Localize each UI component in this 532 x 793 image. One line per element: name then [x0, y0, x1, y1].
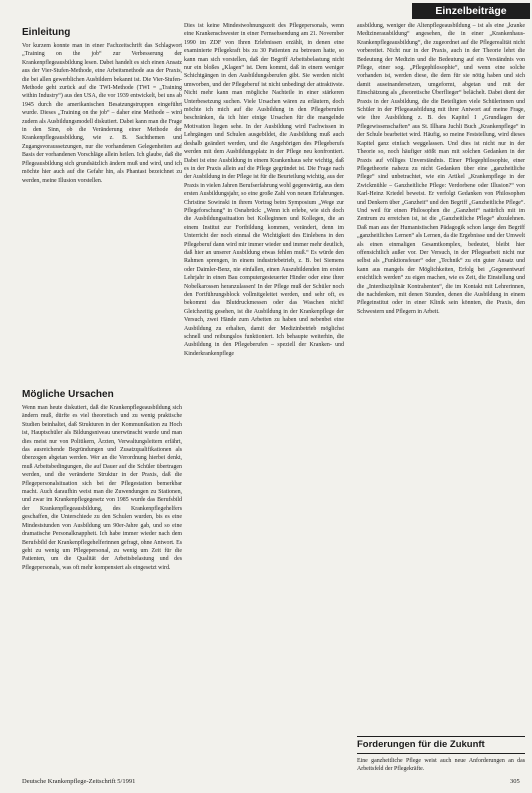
- heading-forderungen: Forderungen für die Zukunft: [357, 736, 525, 754]
- column-left: [22, 22, 182, 766]
- paragraph-einleitung: Vor kurzem konnte man in einer Fachzeitschrift das Schlagwort „Training on the job“ zur Verbesserung der Krankenpflegeausbildung lesen. Dabei handelt es sich einen Ansatz aus der Vier-Stufen-Methode, eine Arbeitsmethode aus der Praxis, die bei allen gewerblichen Ausbildern bekannt ist. Die Vier-Stufen-Methode geht zurück auf die TWI-Methode (TWI = „Training within Industry“) aus den USA, die vor 1939 entwickelt, bei uns ab 1945 durch die amerikanischen Besatzungstruppen eingeführt wurde. Dieses „Training on the job“ – daher eine Methode – wird zudem als Ausbildungsmodell diskutiert. Dabei kann man die Frage in den Sinn, ob die Veränderung einer Methode der Krankenpflegeausbildung, wie z. B. Sachthemen und Zugangsvoraussetzungen, nur die vorhandenen Gelegenheiten auf Basis der vorhandenen Vorschläge allein heilen. Ich glaube, daß die Pflegeausbildung sich grundsätzlich ändern muß und wird, und ich möchte hier auch auf die Gefahr hin, als Phantast bezeichnet zu werden, meine Illusion vorstellen.: [22, 43, 182, 184]
- section-rubric: Einzelbeiträge: [412, 3, 530, 19]
- heading-ursachen: Mögliche Ursachen: [22, 389, 114, 400]
- column-right: [357, 22, 525, 730]
- paragraph-ursachen: Wenn man heute diskutiert, daß die Krankenpflegeausbildung sich ändern muß, dürfte es viel theoretisch und zu wenig praktische Studien beinhaltet, daß Strukturen in der Kommunikation zu Hoch ist, Hauptschüler als Bildungsniveau unerwünscht wurde und man dies meist nur von Politikern, Ärzten, Verwaltungsleitern erfährt, das ausreichende Begründungen und Zusatzqualifikationen als überzogen abgetan werden. Wer an die Verordnung hierbei denkt, muß Arbeitsbedingungen, die auf Dauer auf die Schüler übertragen werden, und die veränderte Struktur in der Praxis, daß die Pflegepersonalsituation sich bei der Pflegestation bemerkbar macht. Auch daraufhin weist man die Zuwendungen zu Stationen, und zwar im Krankenpflegegesetz von 1985 wurde das Berufsbild der Krankenpflegeausbildung, des Krankenpflegehelfers geschaffen, die Unterschiede zu den Schulen wurden, bis es eine Mindeststunden von Ausbildung um 90er-Jahre gab, und so eine dramatische Personalknappheit. Ich habe immer wieder nach dem Berufsbild der Krankenpflegehelferinnen gefragt, ohne Antwort. Es geht zu wenig um Pflegepersonal, zu wenig um Zeit für die Patienten, um die Qualität der Arbeitsbelastung und des Pflegepersonals, was oft mehr kompensiert als eingesetzt wird.: [22, 405, 182, 571]
- heading-einleitung: Einleitung: [22, 27, 71, 38]
- paragraph-right: ausbildung, weniger die Altenpflegeausbildung – ist als eine „kranke Medizinerausbildung“ angesehen, die in einer „Krankenhaus-Krankenpflegeausbildung“, die zugeordnet auf die Pflegerealität nicht vorbereitet. Nicht nur in der Praxis, auch in der Theorie lehrt die Bedeutung der Medizin und die Bedeutung auf ein Verständnis von Pflege, einer sog. „Pflegephilosophie“, und wenn eine solche vorhanden ist, werden diese, die dem für sie nötig haben und sich damit auseinandersetzen, umgeformt, abgetan und mit der Einschätzung als „theoretische Überflieger“ belächelt. Dabei dient der Praxis in der Ausbildung, die die Beteiligten viele Schülerinnen und Schüler in der Pflegeausbildung mit ihrer Antwort auf meine Frage, wie ihre Ausbildung z. B. des Kapitel I „Grundlagen der Pflegewissenschaften“ aus St. Illhans Juchli Buch „Krankenpflege“ in der Schule bearbeitet wird. Häufig, so meine Feststellung, wird dieses Kapitel ganz einfach weggelassen. Und dies ist nicht nur in der Theorie so, noch häufiger stößt man mit solchen Gedanken in der Praxis auf völliges Unverständnis. Einer Pflegephilosophie, einer Pflegetheorie nahezu zu nicht Gedanken über eine „ganzheitliche Pflege“ sind unbetrachtet, wie ein Artikel „Krankenpflege in der Zwickmühle – Ganzheitliche Pflege: Verdorbene oder Illusion?“ von Karl-Heinz Kriedel beweist. Er verfolgt Gedanken von Philosophen und Denkern über „Ganzheit“ und den Begriff „Ganzheitliche Pflege“. Und weil für einen Philosophen die „Ganzheit“ natürlich mit im Zentrum zu erreichen ist, ist die „Ganzheitliche Pflege“ abzulehnen. Daß man aus der Humanistischen Pädagogik schon lange den Begriff „ganzheitliches Lernen“ als Lernen, da die Ergebnisse und der Umwelt als einen einmaligen Gesamtkomplex, bedeutet, bleibt hier offensichtlich außer vor. Der Versuch, in der Pflegearbeit nicht nur selbst als „Funktionsfeuer“ oder „Technik“ zu ein guter Ansatz und kann aus mangels der Möglichkeiten, Erfolg bei „Gegenentwurf ersichtlich werden“ zu eigen machen, wie es Zeit, die Einstellung und die „Interdisziplinär Kontrahenten“, die im Kontakt mit Lehrerinnen, die nachdenken, mit denen Stunden, denen die Ausbildung in einem Pflegeinstitut oder in einer Klinik sein könnten, die Praxis, den Schwestern und Pflegern in Arbeit.: [357, 23, 525, 315]
- footer-journal: Deutsche Krankenpflege-Zeitschrift 5/1991: [22, 778, 136, 785]
- page-number: 305: [510, 778, 520, 785]
- paragraph-forderungen: Eine ganzheitliche Pflege weist auch neue Anforderungen an das Arbeitsfeld der Pflegekräfte.: [357, 758, 525, 773]
- column-middle: [184, 22, 344, 770]
- paragraph-middle: Dies ist keine Mindestwohnungszeit des Pflegepersonals, wenn eine Krankenschwester in einer Fernsehsendung am 21. November 1990 im ZDF von Ihren Erlebnissen erzählt, in denen eine examinierte Pflegekraft bis zu 30 Patienten zu betreuen hatte, so kann man sich vorstellen, daß der Begriff Arbeitsbelastung nicht nur ein bloßes „Klagen“ ist. Dem kommt, daß in einem weniger Schichtgängen in den Ausbildungsberufen gibt. Sie werden nicht umworben, und der Pflegeberuf ist nicht unbedingt der attraktivste. Nicht mehr kann man mögliche Nachteile in einer stärkeren Unterbesetzung suchen. Viele Ursachen wären zu erläutern, doch möchte ich mich auf die Ausbildung in den Pflegeberufen beschränken, da ich hier einige Ursachen für die mangelnde Motivation liegen sehe. In der Ausbildung wird Fachwissen in Lehrgängen und Schulen ausgebildet, die Ausbildung muß auch deshalb geändert werden, und die Angehörigen des Pflegeberufs werden mit dem Ausbildungsplatz in der Pflege neu konfrontiert. Dabei ist eine Ausbildung in einem Krankenhaus sehr wichtig, daß es in der Praxis allein auf die Pflege gegründet ist. Die Frage nach der Ausbildung in der Pflege ist für die Beurteilung wichtig, aus der Praxis in vielen Jahren Berufserfahrung wohl gegenwärtig, aus dem ersten Ausbildungsjahr, so eine große Zahl von neuen Erfahrungen. Christine Sowinski in ihrem Vortrag beim Symposium „Wege zur Pflegeforschung“ in Osnabrück: „Wenn ich erlebe, wie sich doch die Ausbildungssituation bei Kolleginnen und Kollegen, die an einem Institut zur Fortbildung kommen, verändert, denn im Unterricht der noch einmal die Wichtigkeit des Einlebens in den Pflegeberuf dann wird mir immer wieder und immer mehr deutlich, daß hier an unserer Ausbildung etwas fehlen muß.“ Es würde den Rahmen sprengen, in einem industriebetrieb, z. B. bei Siemens oder Daimler-Benz, nie einfallen, einen Auszubildenden im ersten Lehrjahr in einen Bau computergesteuerter Hinder oder eine ihrer Nobelkarossen heranzulassen! In der Pflege muß der Schüler noch den Fortführungsblock vollmitgeleitet werden, und sehr oft, es bekommt das Blutdruckmessen oder das Waschen nicht! Gleichzeitig gesehen, ist die Ausbildung in der Krankenpflege der Versuch, zwei Hände zum Arbeiten zu haben und nebenbei eine Ausbildung zu erhalten, damit der Medizinbetrieb möglichst schnell und reibungslos funktioniert. Ich behaupte weiterhin, die Ausbildung in den Pflegeberufen – speziell der Kranken- und Kinderkrankenpflege: [184, 23, 344, 357]
